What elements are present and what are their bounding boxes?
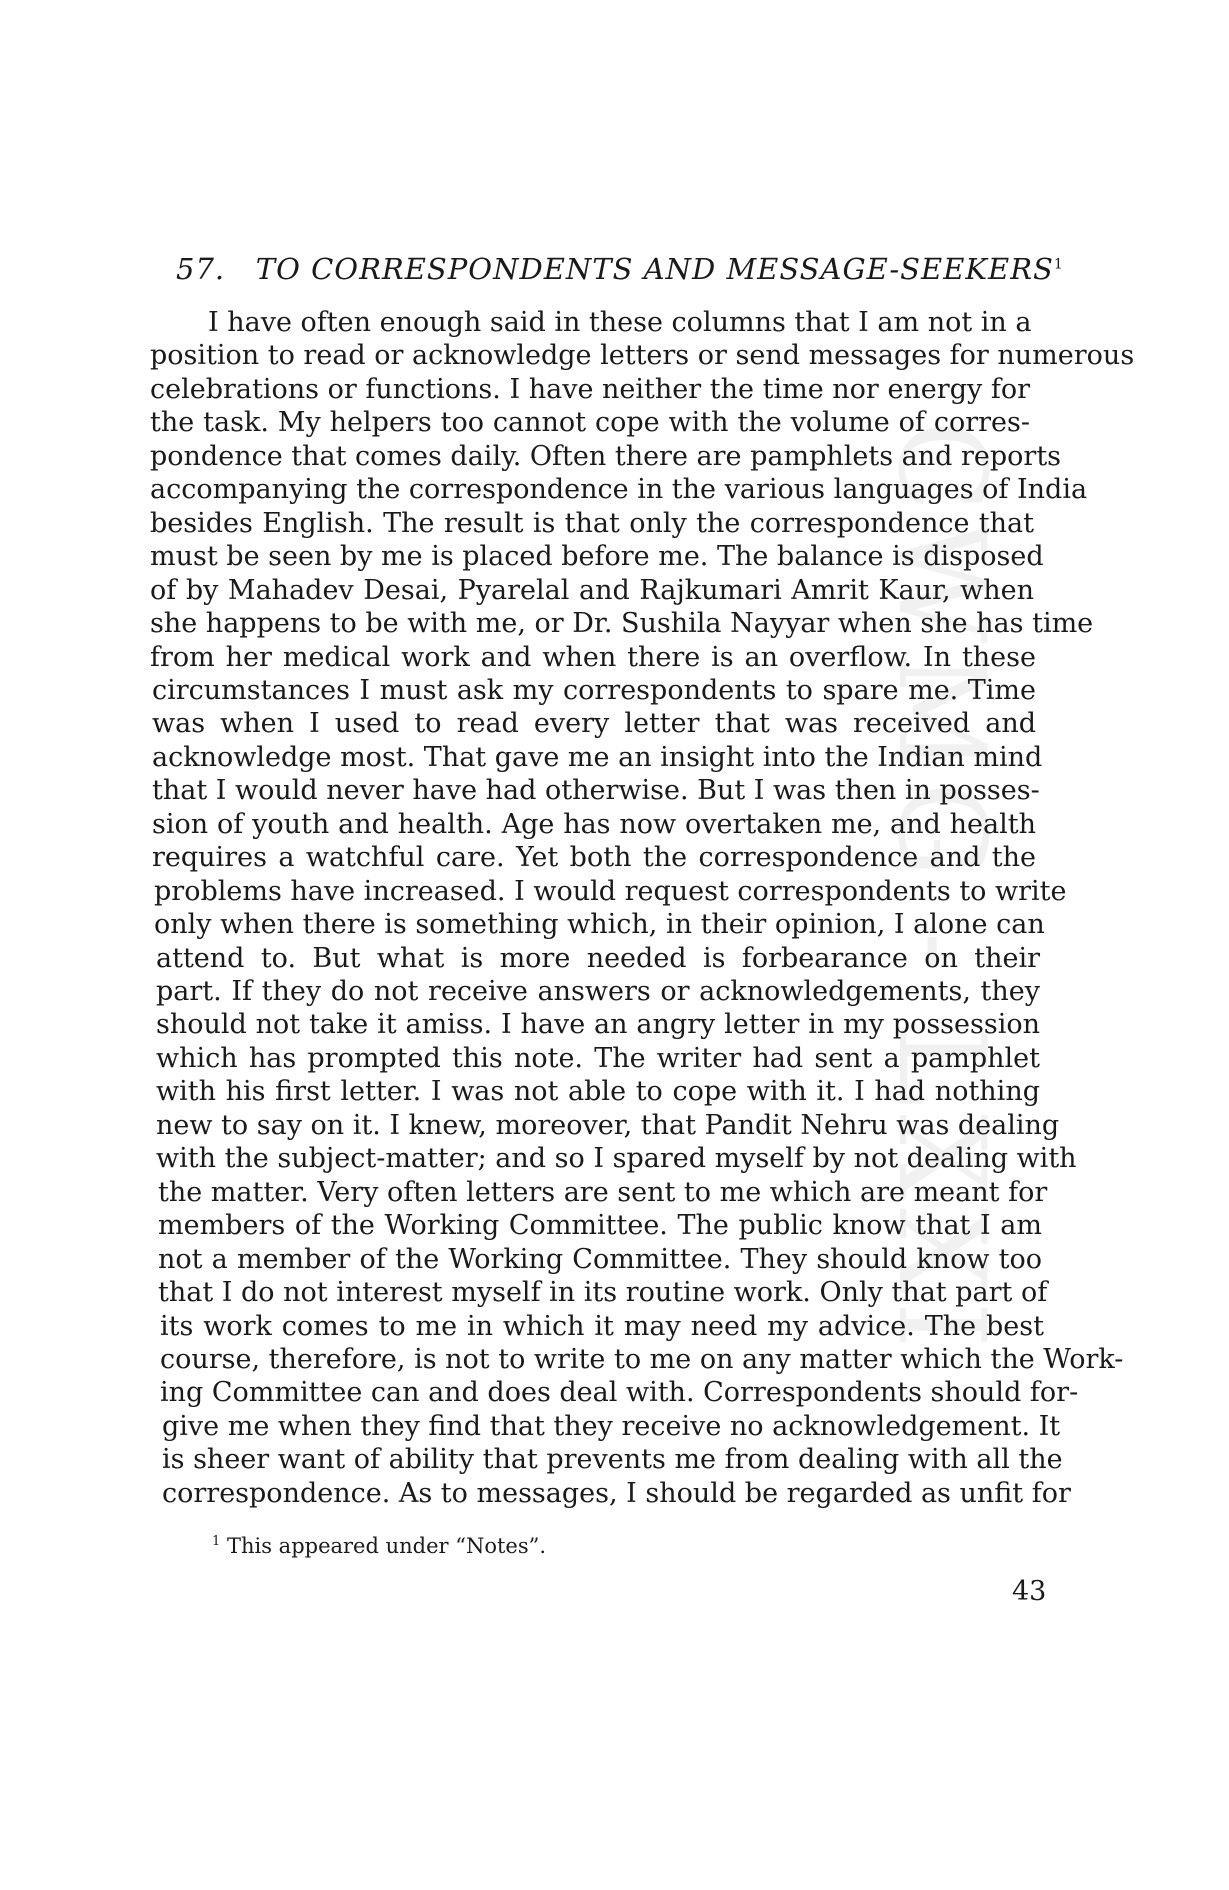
body-line: course, therefore, is not to write to me on any matter which the Work- bbox=[160, 1343, 1124, 1375]
footnote-text: This appeared under “Notes”. bbox=[226, 1534, 547, 1558]
body-line: that I do not interest myself in its routine work. Only that part of bbox=[158, 1277, 1048, 1309]
article-title: TO CORRESPONDENTS AND MESSAGE-SEEKERS bbox=[255, 252, 1054, 286]
body-line: should not take it amiss. I have an angry letter in my possession bbox=[156, 1009, 1040, 1041]
body-line: I have often enough said in these columns that I am not in a bbox=[208, 307, 1032, 338]
footnote-reference: 1 bbox=[1053, 256, 1064, 273]
watermark: CWMG - LXXI bbox=[871, 420, 1010, 1357]
body-line: problems have increased. I would request correspondents to write bbox=[154, 875, 1067, 907]
body-line: give me when they find that they receive no acknowledgement. It bbox=[162, 1410, 1061, 1442]
body-line: celebrations or functions. I have neither the time nor energy for bbox=[150, 373, 1030, 405]
footnote bbox=[212, 1534, 546, 1558]
body-line: circumstances I must ask my correspondents to spare me. Time bbox=[152, 674, 1036, 706]
body-line: which has prompted this note. The writer had sent a pamphlet bbox=[156, 1042, 1040, 1074]
body-line: is sheer want of ability that prevents me from dealing with all the bbox=[162, 1444, 1063, 1476]
article-number: 57. bbox=[176, 252, 226, 286]
body-line: must be seen by me is placed before me. The balance is disposed bbox=[150, 541, 1044, 573]
body-line: not a member of the Working Committee. They should know too bbox=[158, 1243, 1042, 1275]
page-number: 43 bbox=[1012, 1576, 1047, 1607]
body-line: the matter. Very often letters are sent to me which are meant for bbox=[158, 1176, 1048, 1208]
body-line: that I would never have had otherwise. But I was then in posses- bbox=[152, 775, 1040, 807]
body-line: of by Mahadev Desai, Pyarelal and Rajkumari Amrit Kaur, when bbox=[150, 574, 1034, 606]
body-line: acknowledge most. That gave me an insight into the Indian mind bbox=[152, 741, 1043, 773]
body-line: from her medical work and when there is an overflow. In these bbox=[150, 641, 1036, 673]
body-line: part. If they do not receive answers or acknowledgements, they bbox=[156, 976, 1040, 1007]
body-line: requires a watchful care. Yet both the correspondence and the bbox=[152, 842, 1036, 874]
body-line: pondence that comes daily. Often there are pamphlets and reports bbox=[150, 440, 1062, 472]
body-line: members of the Working Committee. The public know that I am bbox=[158, 1210, 1042, 1242]
body-line: new to say on it. I knew, moreover, that Pandit Nehru was dealing bbox=[156, 1109, 1060, 1141]
body-line: only when there is something which, in their opinion, I alone can bbox=[154, 909, 1045, 941]
body-line: attend to. But what is more needed is forbearance on their bbox=[156, 942, 1040, 974]
body-line: the task. My helpers too cannot cope with the volume of corres- bbox=[150, 407, 1030, 439]
body-line: position to read or acknowledge letters or send messages for numerous bbox=[150, 340, 1135, 372]
body-line: correspondence. As to messages, I should be regarded as unfit for bbox=[162, 1477, 1071, 1509]
body-line: she happens to be with me, or Dr. Sushila Nayyar when she has time bbox=[150, 608, 1094, 640]
body-line: its work comes to me in which it may need my advice. The best bbox=[160, 1310, 1044, 1342]
body-line: ing Committee can and does deal with. Correspondents should for- bbox=[160, 1377, 1079, 1409]
body-line: sion of youth and health. Age has now overtaken me, and health bbox=[152, 808, 1036, 840]
body-line: with the subject-matter; and so I spared myself by not dealing with bbox=[156, 1143, 1077, 1175]
body-line: was when I used to read every letter that was received and bbox=[152, 708, 1036, 740]
body-line: besides English. The result is that only the correspondence that bbox=[150, 507, 1034, 539]
body-line: accompanying the correspondence in the various languages of India bbox=[150, 474, 1088, 506]
footnote-marker: 1 bbox=[212, 1534, 221, 1549]
body-line: with his first letter. I was not able to cope with it. I had nothing bbox=[156, 1076, 1040, 1108]
article-heading bbox=[176, 252, 1064, 286]
